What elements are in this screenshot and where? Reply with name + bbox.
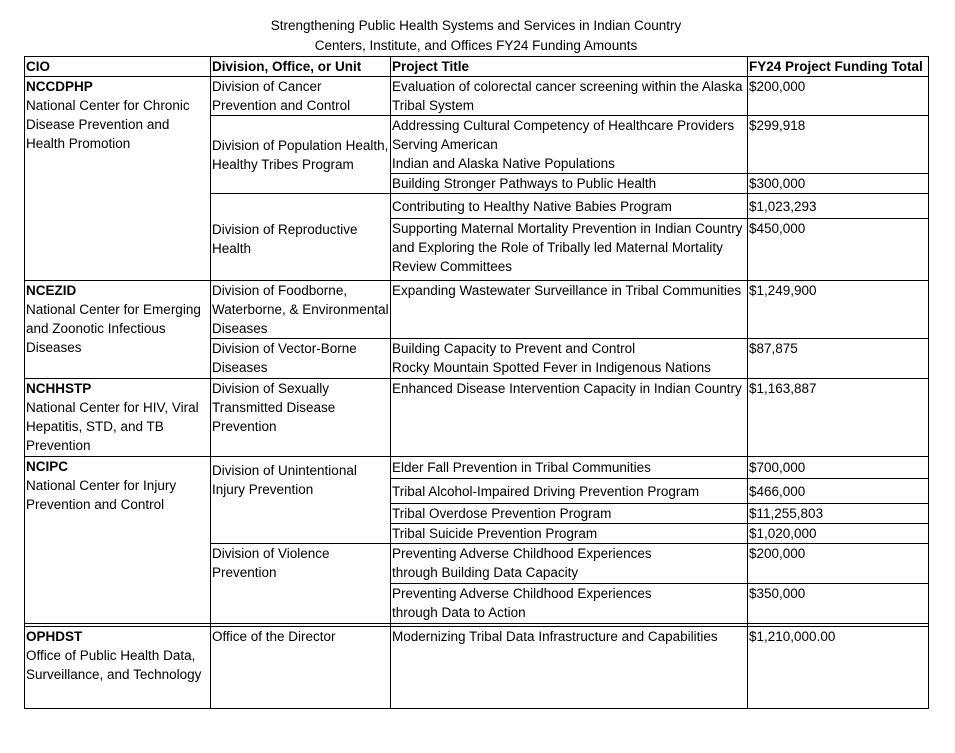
cio-name: National Center for HIV, Viral Hepatitis, STD, and TB Prevention [26,400,199,453]
header-project: Project Title [391,57,748,77]
header-row [25,57,929,77]
funding-cell: $450,000 [748,219,929,281]
cio-abbr: NCHHSTP [26,381,92,396]
funding-cell: $350,000 [748,584,929,624]
document-subtitle: Centers, Institute, and Offices FY24 Funding Amounts [314,38,638,53]
cio-name: National Center for Injury Prevention and Control [26,478,177,512]
cio-name: National Center for Emerging and Zoonotic Infectious Diseases [26,302,201,355]
header-funding: FY24 Project Funding Total [748,57,929,77]
cio-abbr: OPHDST [26,629,83,644]
division-cell: Division of Reproductive Health [211,194,391,281]
document-title: Strengthening Public Health Systems and Services in Indian Country [270,18,682,33]
funding-cell: $300,000 [748,174,929,194]
cio-cell [25,281,211,379]
division-cell: Office of the Director [211,627,391,709]
project-cell: Supporting Maternal Mortality Prevention in Indian Country and Exploring the Role of Tribally led Maternal Mortality Review Committees [391,219,748,281]
funding-cell: $1,023,293 [748,194,929,219]
cio-cell [25,627,211,709]
funding-cell: $200,000 [748,77,929,116]
funding-cell: $1,020,000 [748,524,929,544]
table-row [25,457,929,479]
header-division: Division, Office, or Unit [211,57,391,77]
cio-cell [25,379,211,457]
funding-cell: $87,875 [748,339,929,379]
project-cell: Preventing Adverse Childhood Experiences through Data to Action [391,584,748,624]
project-cell: Elder Fall Prevention in Tribal Communities [391,457,748,479]
project-cell: Building Capacity to Prevent and Control Rocky Mountain Spotted Fever in Indigenous Nations [391,339,748,379]
table-row [25,627,929,709]
cio-name: Office of Public Health Data, Surveillance, and Technology [26,648,202,682]
funding-cell: $1,163,887 [748,379,929,457]
project-cell: Addressing Cultural Competency of Healthcare Providers Serving American Indian and Alaska Native Populations [391,116,748,174]
funding-cell: $1,210,000.00 [748,627,929,709]
funding-cell: $466,000 [748,479,929,504]
project-cell: Modernizing Tribal Data Infrastructure and Capabilities [391,627,748,709]
project-cell: Contributing to Healthy Native Babies Program [391,194,748,219]
funding-cell: $299,918 [748,116,929,174]
project-cell: Tribal Overdose Prevention Program [391,504,748,524]
division-cell: Division of Unintentional Injury Prevention [211,457,391,544]
table-row [25,281,929,339]
division-cell: Division of Violence Prevention [211,544,391,624]
division-cell: Division of Foodborne, Waterborne, & Environmental Diseases [211,281,391,339]
table-row [25,379,929,457]
project-cell: Tribal Alcohol-Impaired Driving Prevention Program [391,479,748,504]
cio-abbr: NCIPC [26,459,69,474]
cio-cell [25,77,211,281]
funding-cell: $1,249,900 [748,281,929,339]
cio-name: National Center for Chronic Disease Prevention and Health Promotion [26,98,190,151]
cio-abbr: NCCDPHP [26,79,93,94]
funding-table [24,56,929,709]
project-cell: Evaluation of colorectal cancer screening within the Alaska Tribal System [391,77,748,116]
division-cell: Division of Vector-Borne Diseases [211,339,391,379]
funding-cell: $700,000 [748,457,929,479]
project-cell: Enhanced Disease Intervention Capacity in Indian Country [391,379,748,457]
division-cell: Division of Cancer Prevention and Control [211,77,391,116]
cio-cell [25,457,211,624]
funding-cell: $11,255,803 [748,504,929,524]
division-cell: Division of Sexually Transmitted Disease Prevention [211,379,391,457]
project-cell: Preventing Adverse Childhood Experiences through Building Data Capacity [391,544,748,584]
project-cell: Building Stronger Pathways to Public Health [391,174,748,194]
cio-abbr: NCEZID [26,283,77,298]
division-cell: Division of Population Health, Healthy Tribes Program [211,116,391,194]
header-cio: CIO [25,57,211,77]
project-cell: Expanding Wastewater Surveillance in Tribal Communities [391,281,748,339]
funding-cell: $200,000 [748,544,929,584]
project-cell: Tribal Suicide Prevention Program [391,524,748,544]
table-row [25,77,929,116]
